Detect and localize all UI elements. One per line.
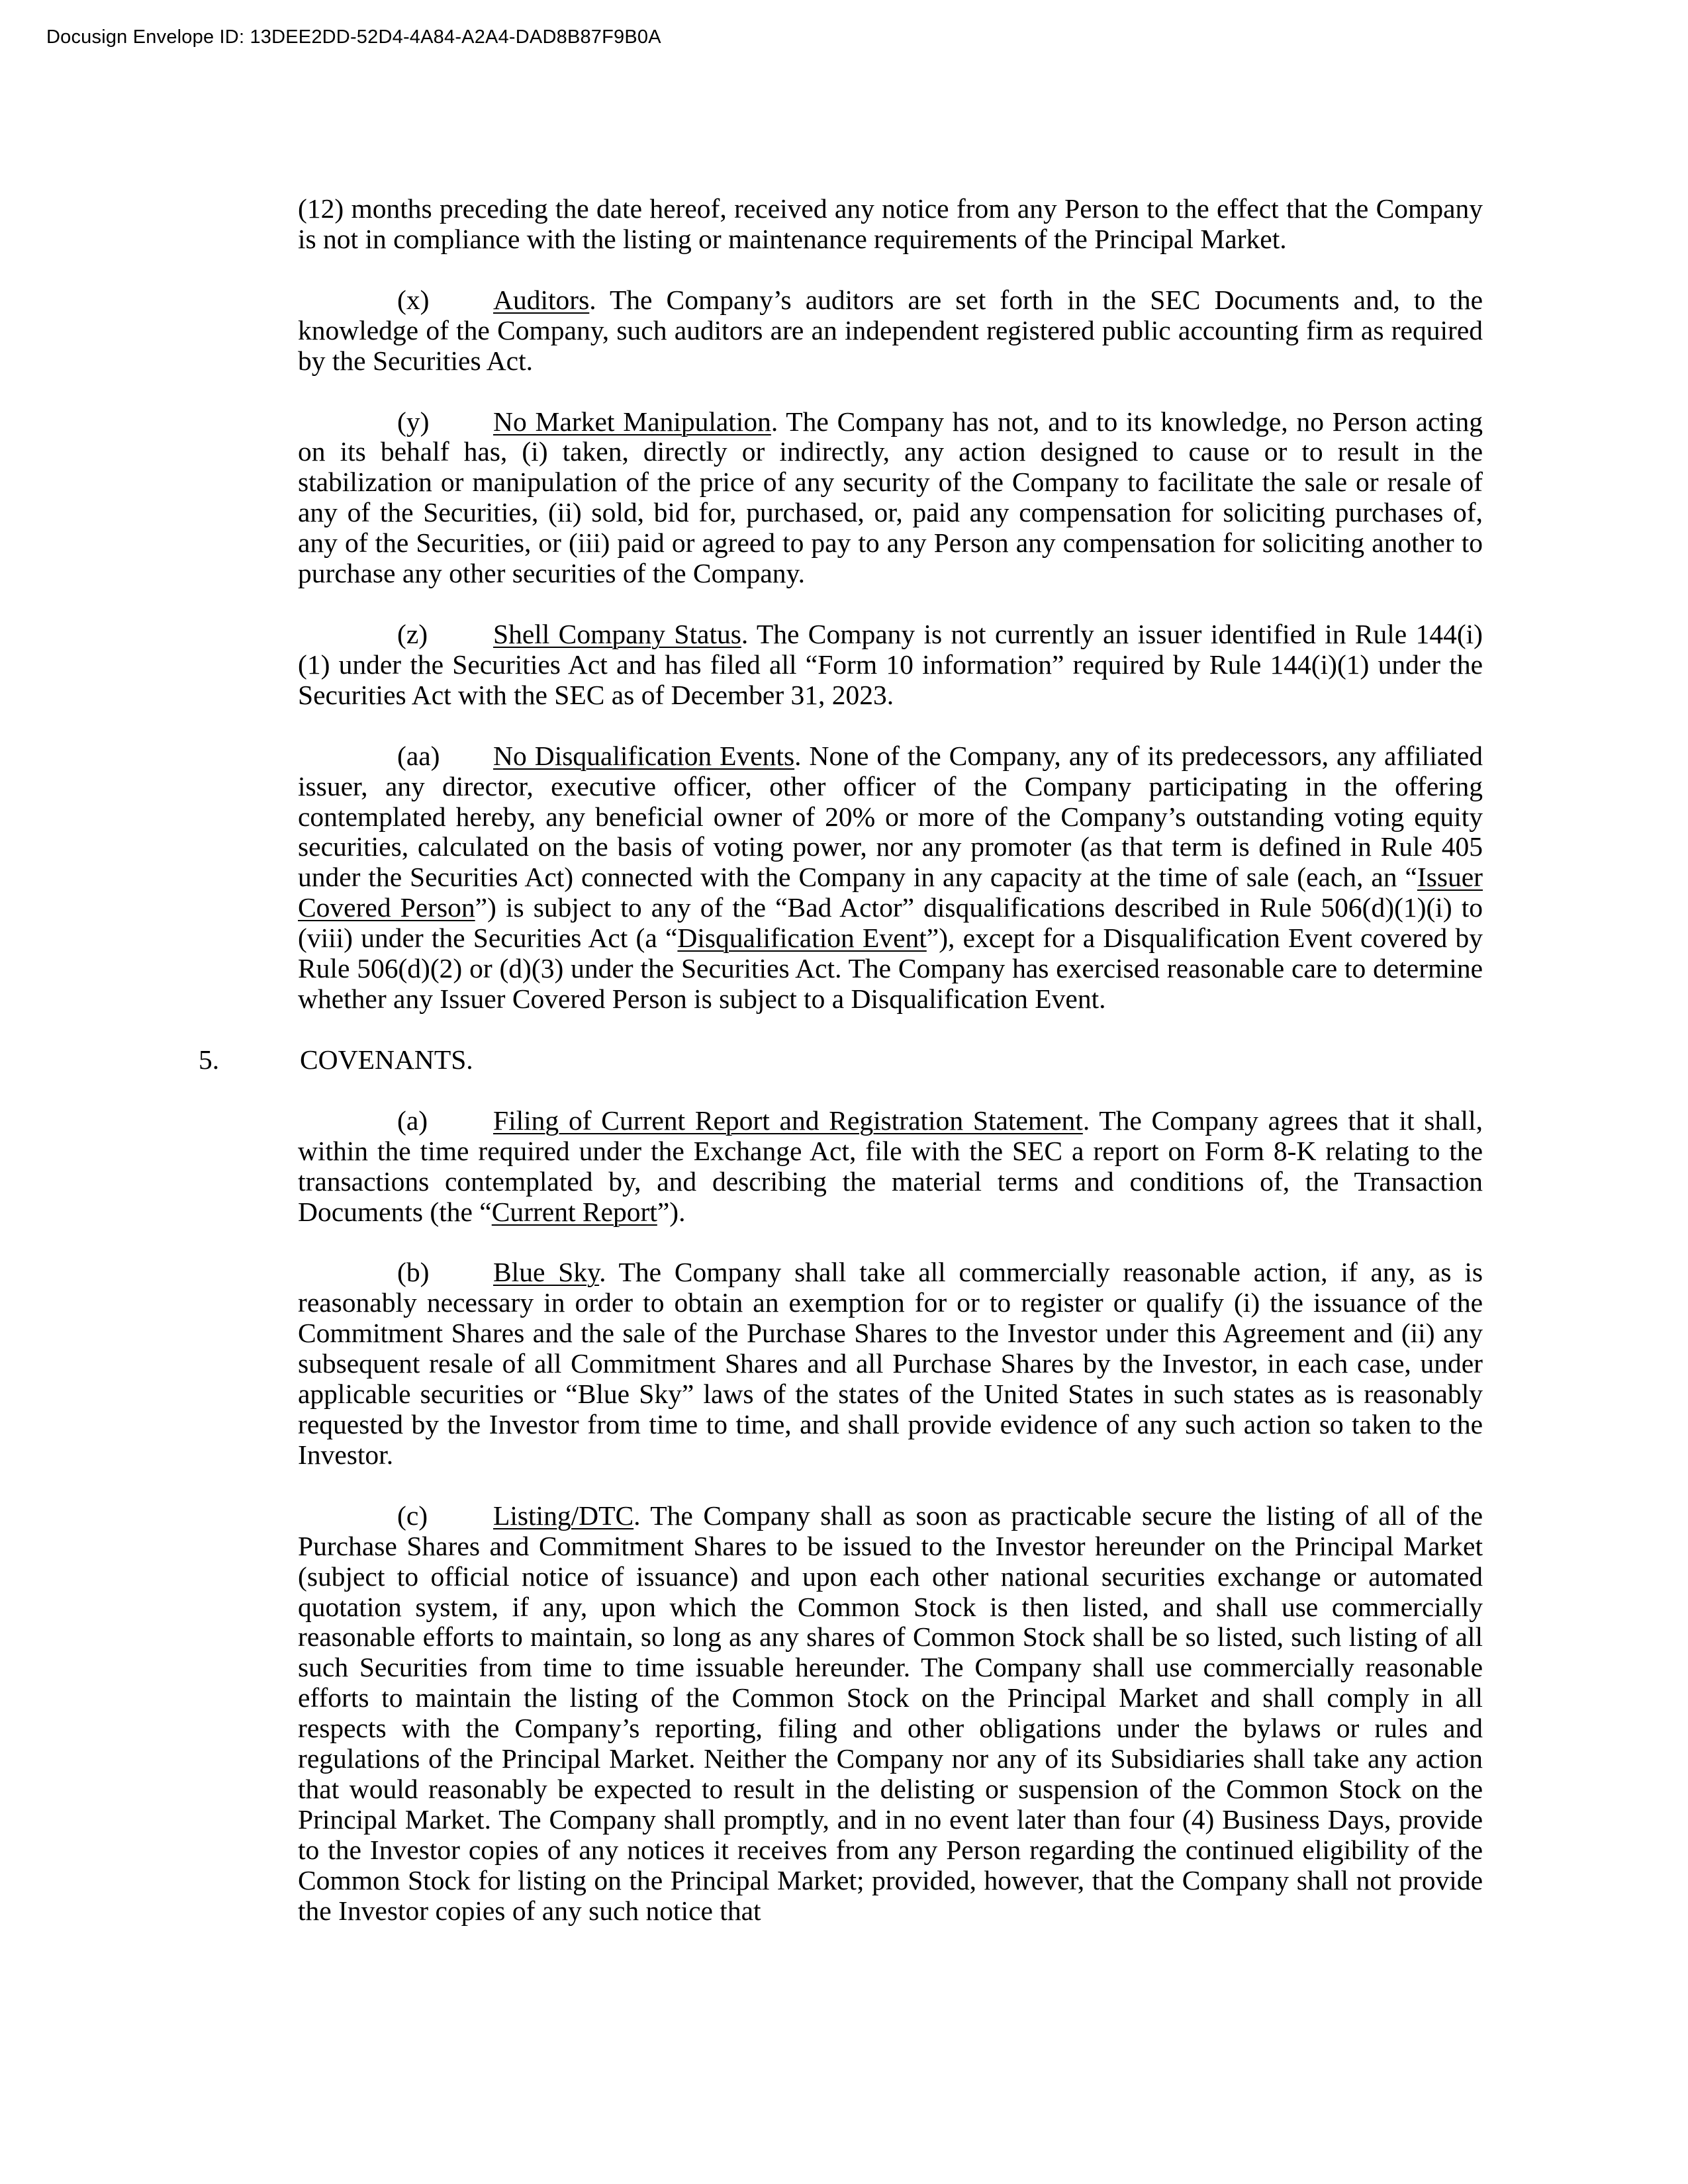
clause-body: ”), except for a Disqualification Event covered by Rule 506(d)(2) or (d)(3) under the Securities Act. The Company has exercised reasonable care to determine whether any Issuer Covered Person is subject to a Disqualification Event. <box>298 923 1483 1014</box>
clause-label: (x) <box>397 284 430 315</box>
defined-term-disqualification-event: Disqualification Event <box>677 923 927 954</box>
clause-label: (b) <box>397 1257 430 1288</box>
clause-heading: No Market Manipulation <box>493 406 771 437</box>
envelope-id-header: Docusign Envelope ID: 13DEE2DD-52D4-4A84-A2A4-DAD8B87F9B0A <box>46 26 661 48</box>
clause-x-auditors <box>298 285 1483 377</box>
clause-body: . The Company agrees that it shall, within the time required under the Exchange Act, file with the SEC a report on Form 8-K relating to the transactions contemplated by, and describing the material terms and conditions of, the Transaction Documents (the “ <box>298 1105 1483 1227</box>
clause-label: (a) <box>397 1105 428 1136</box>
clause-body: . The Company is not currently an issuer identified in Rule 144(i)(1) under the Securities Act and has filed all “Form 10 information” required by Rule 144(i)(1) under the Securities Act with the SEC as of December 31, 2023. <box>298 618 1483 710</box>
defined-term-issuer-covered-person: Issuer Covered Person <box>298 862 1483 923</box>
clause-heading: Listing/DTC <box>493 1500 634 1531</box>
clause-aa-no-disqualification-events <box>298 741 1483 1015</box>
clause-a-filing-of-current-report <box>298 1106 1483 1228</box>
clause-body: . None of the Company, any of its predecessors, any affiliated issuer, any director, executive officer, other officer of the Company participating in the offering contemplated hereby, any beneficial owner of 20% or more of the Company’s outstanding voting equity securities, calculated on the basis of voting power, nor any promoter (as that term is defined in Rule 405 under the Securities Act) connected with the Company in any capacity at the time of sale (each, an “ <box>298 740 1483 893</box>
defined-term-current-report: Current Report <box>491 1196 657 1227</box>
clause-body: ”). <box>657 1196 686 1227</box>
clause-label: (y) <box>397 406 430 437</box>
document-body <box>199 193 1483 1927</box>
section-5-heading <box>199 1044 1483 1075</box>
clause-c-listing-dtc <box>298 1501 1483 1927</box>
clause-y-no-market-manipulation <box>298 407 1483 589</box>
clause-heading: Filing of Current Report and Registration Statement <box>493 1105 1083 1136</box>
clause-z-shell-company-status <box>298 619 1483 711</box>
clause-b-blue-sky <box>298 1257 1483 1470</box>
section-title: COVENANTS. <box>300 1044 473 1075</box>
clause-heading: Blue Sky <box>493 1257 600 1288</box>
clause-body: . The Company shall as soon as practicable secure the listing of all of the Purchase Shares and Commitment Shares to be issued to the Investor hereunder on the Principal Market (subject to official notice of issuance) and upon each other national securities exchange or automated quotation system, if any, upon which the Common Stock is then listed, and shall use commercially reasonable efforts to maintain, so long as any shares of Common Stock shall be so listed, such listing of all such Securities from time to time issuable hereunder. The Company shall use commercially reasonable efforts to maintain the listing of the Common Stock on the Principal Market and shall comply in all respects with the Company’s reporting, filing and other obligations under the bylaws or rules and regulations of the Principal Market. Neither the Company nor any of its Subsidiaries shall take any action that would reasonably be expected to result in the delisting or suspension of the Common Stock on the Principal Market. The Company shall promptly, and in no event later than four (4) Business Days, provide to the Investor copies of any notices it receives from any Person regarding the continued eligibility of the Common Stock for listing on the Principal Market; provided, however, that the Company shall not provide the Investor copies of any such notice that <box>298 1500 1483 1926</box>
clause-heading: Shell Company Status <box>493 618 741 649</box>
clause-body: . The Company shall take all commercially reasonable action, if any, as is reasonably necessary in order to obtain an exemption for or to register or qualify (i) the issuance of the Commitment Shares and the sale of the Purchase Shares to the Investor under this Agreement and (ii) any subsequent resale of all Commitment Shares and all Purchase Shares by the Investor, in each case, under applicable securities or “Blue Sky” laws of the states of the United States in such states as is reasonably requested by the Investor from time to time, and shall provide evidence of any such action so taken to the Investor. <box>298 1257 1483 1470</box>
clause-body: . The Company has not, and to its knowledge, no Person acting on its behalf has, (i) taken, directly or indirectly, any action designed to cause or to result in the stabilization or manipulation of the price of any security of the Company to facilitate the sale or resale of any of the Securities, (ii) sold, bid for, purchased, or, paid any compensation for soliciting purchases of, any of the Securities, or (iii) paid or agreed to pay to any Person any compensation for soliciting another to purchase any other securities of the Company. <box>298 406 1483 589</box>
clause-heading: Auditors <box>493 284 590 315</box>
clause-heading: No Disqualification Events <box>493 740 795 771</box>
clause-body: ”) is subject to any of the “Bad Actor” disqualifications described in Rule 506(d)(1)(i) to (viii) under the Securities Act (a “ <box>298 892 1483 954</box>
clause-label: (z) <box>397 618 428 649</box>
clause-label: (aa) <box>397 740 440 771</box>
section-number: 5. <box>199 1044 220 1075</box>
clause-body: . The Company’s auditors are set forth in the SEC Documents and, to the knowledge of the Company, such auditors are an independent registered public accounting firm as required by the Securities Act. <box>298 284 1483 376</box>
clause-label: (c) <box>397 1500 428 1531</box>
continuation-paragraph: (12) months preceding the date hereof, received any notice from any Person to the effect that the Company is not in compliance with the listing or maintenance requirements of the Principal Market. <box>298 193 1483 254</box>
